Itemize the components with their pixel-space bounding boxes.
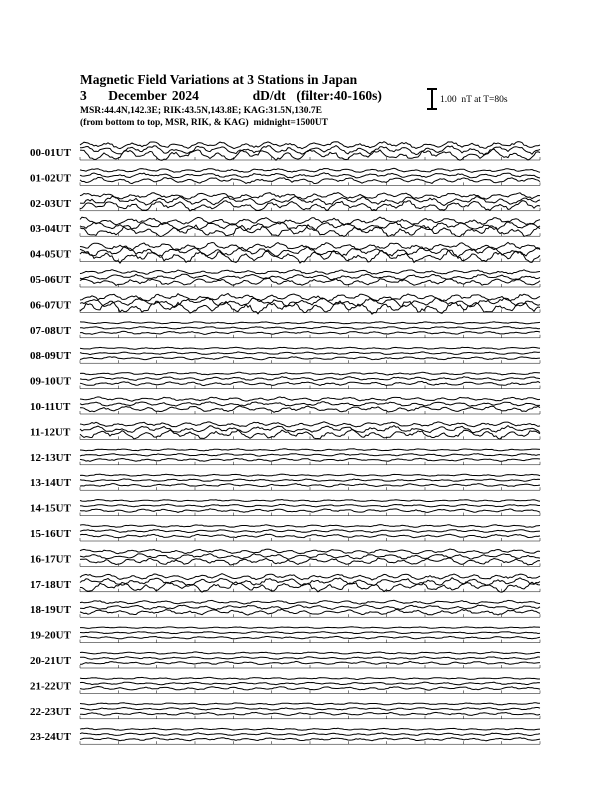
hour-label: 01-02UT [30,172,71,185]
trace-rik [80,479,540,482]
trace-kag [80,677,540,679]
hour-label: 03-04UT [30,223,71,236]
trace-kag [80,652,540,654]
chart-title: Magnetic Field Variations at 3 Stations in Japan [80,72,358,87]
trace-rik [80,708,540,711]
trace-msr [80,609,540,615]
trace-kag [80,270,540,275]
trace-msr [80,687,540,691]
hour-label: 14-15UT [30,502,71,515]
trace-rik [80,632,540,634]
trace-kag [80,449,540,451]
hour-label: 23-24UT [30,731,71,744]
hour-label: 06-07UT [30,299,71,312]
hour-label: 22-23UT [30,705,71,718]
trace-kag [80,574,540,580]
trace-msr [80,357,540,360]
trace-msr [80,509,540,513]
hour-label: 12-13UT [30,451,71,464]
hour-label: 00-01UT [30,147,71,159]
trace-rik [80,682,540,685]
scale-label: 1.00 nT at T=80s [440,95,508,105]
trace-kag [80,347,540,349]
hour-label: 11-12UT [30,426,71,439]
hour-label: 20-21UT [30,655,71,667]
trace-kag [80,627,540,629]
hour-label: 09-10UT [30,375,71,388]
trace-kag [80,372,540,375]
trace-rik [80,454,540,457]
hour-label: 05-06UT [30,274,71,286]
trace-kag [80,549,540,554]
trace-msr [80,738,540,741]
chart-subtitle: 3 December 2024 dD/dt (filter:40-160s) [80,88,382,103]
hour-label: 02-03UT [30,197,71,210]
hour-label: 18-19UT [30,604,71,617]
trace-rik [80,327,540,329]
trace-msr [80,661,540,664]
hour-label: 16-17UT [30,553,71,566]
trace-kag [80,525,540,528]
hour-label: 21-22UT [30,680,71,693]
hour-label: 15-16UT [30,528,71,540]
trace-rik [80,377,540,381]
trace-kag [80,703,540,705]
trace-rik [80,146,540,155]
trace-kag [80,500,540,502]
trace-kag [80,294,540,302]
trace-rik [80,504,540,507]
trace-msr [80,458,540,461]
trace-kag [80,728,540,730]
trace-kag [80,217,540,225]
trace-rik [80,274,540,280]
trace-kag [80,397,540,401]
hour-label: 08-09UT [30,350,71,363]
trace-rik [80,605,540,610]
trace-rik [80,173,540,178]
trace-rik [80,530,540,533]
trace-kag [80,474,540,476]
hour-label: 04-05UT [30,248,71,261]
hour-label: 07-08UT [30,324,71,337]
trace-msr [80,636,540,639]
station-order-note: (from bottom to top, MSR, RIK, & KAG) midnight=1500UT [80,118,329,128]
station-coordinates: MSR:44.4N,142.3E; RIK:43.5N,143.8E; KAG:31.5N,130.7E [80,106,322,116]
trace-kag [80,142,540,149]
hour-label: 17-18UT [30,578,71,591]
trace-kag [80,168,540,172]
trace-rik [80,352,540,355]
trace-kag [80,193,540,200]
hour-label: 19-20UT [30,629,71,642]
trace-msr [80,331,540,334]
trace-rik [80,657,540,660]
trace-rik [80,733,540,736]
trace-msr [80,381,540,385]
trace-msr [80,712,540,715]
trace-msr [80,534,540,538]
hour-label: 13-14UT [30,477,71,490]
hour-label: 10-11UT [30,401,71,413]
trace-msr [80,484,540,487]
trace-kag [80,322,540,324]
trace-kag [80,422,540,427]
trace-rik [80,196,540,205]
trace-rik [80,402,540,407]
trace-kag [80,600,540,604]
